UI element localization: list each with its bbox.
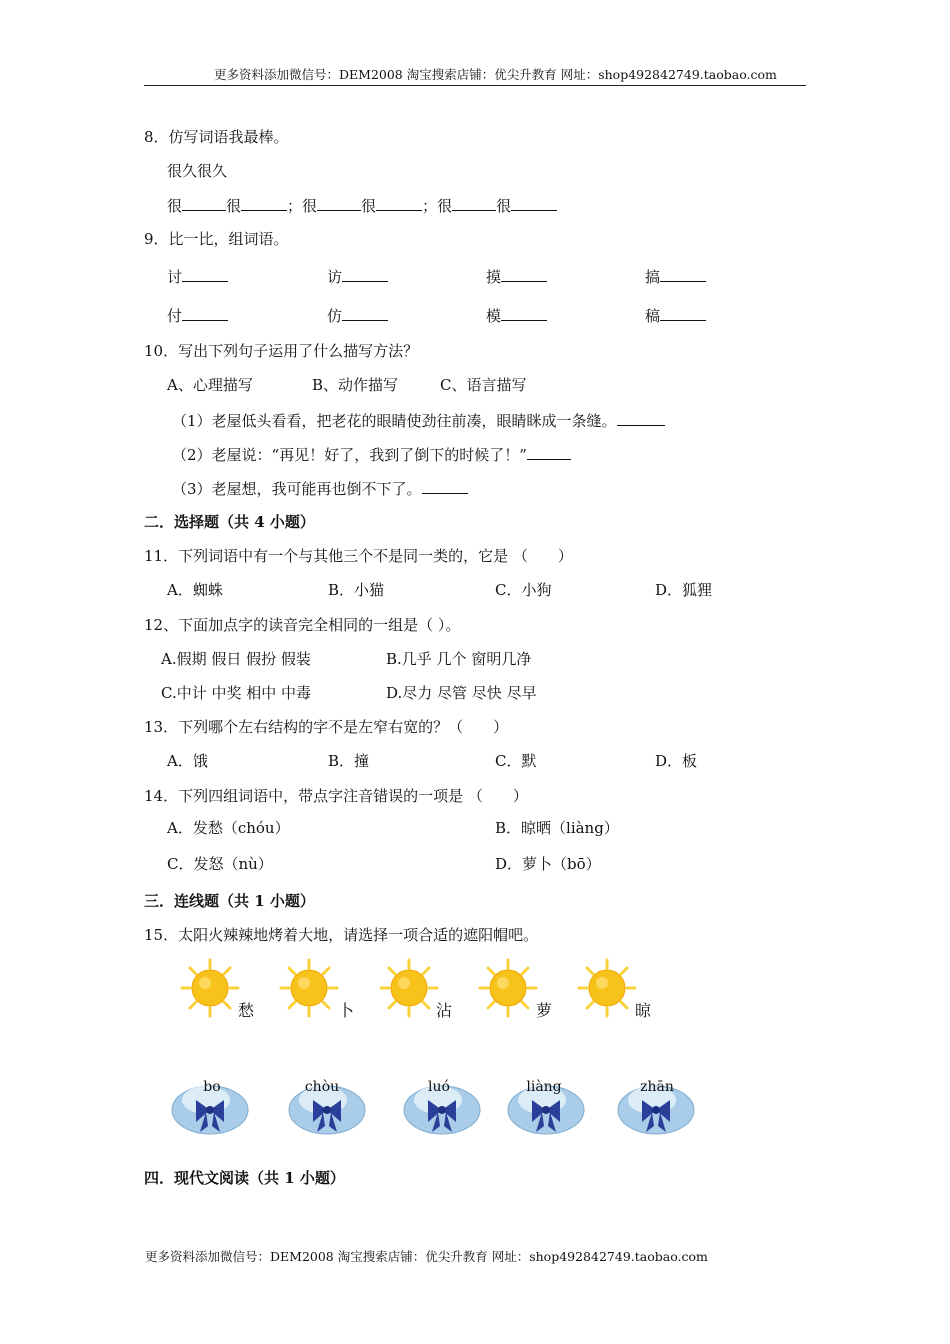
hat-pinyin: luó bbox=[428, 1079, 450, 1095]
page-header: 更多资料添加微信号：DEM2008 淘宝搜索店铺：优尖升教育 网址：shop492842749.taobao.com bbox=[214, 67, 777, 82]
q8-char: ；很 bbox=[287, 197, 318, 215]
q10-option-b: B、动作描写 bbox=[312, 376, 399, 394]
sun-char: 萝 bbox=[536, 1001, 553, 1020]
q11-option-d[interactable]: D．狐狸 bbox=[655, 581, 713, 599]
q8-char: 很 bbox=[167, 197, 183, 215]
q13-option-b[interactable]: B．撞 bbox=[328, 752, 370, 770]
section-2-title: 二．选择题（共 4 小题） bbox=[144, 513, 315, 531]
q9-blank[interactable] bbox=[501, 266, 547, 282]
q13-option-c[interactable]: C．默 bbox=[495, 752, 537, 770]
header-rule bbox=[144, 85, 806, 86]
q8-blank[interactable] bbox=[511, 195, 557, 211]
q9-blank[interactable] bbox=[501, 305, 547, 321]
q8-blank[interactable] bbox=[452, 195, 496, 211]
q9-blank[interactable] bbox=[342, 266, 388, 282]
q12-option-b[interactable]: B.几乎 几个 窗明几净 bbox=[386, 650, 532, 668]
q8-pattern bbox=[167, 195, 557, 216]
q10-sentence-2 bbox=[172, 444, 571, 465]
hat-pinyin: liàng bbox=[526, 1079, 562, 1095]
q13-option-a[interactable]: A．饿 bbox=[167, 752, 208, 770]
q9-title: 9．比一比，组词语。 bbox=[144, 230, 289, 248]
q9-char: 模 bbox=[486, 307, 502, 325]
q10-title: 10．写出下列句子运用了什么描写方法？ bbox=[144, 342, 419, 360]
q9-char: 访 bbox=[327, 268, 343, 286]
q9-item bbox=[167, 305, 228, 326]
q10-answer-blank[interactable] bbox=[617, 410, 665, 426]
q10-sentence-1 bbox=[172, 410, 665, 431]
q9-char: 摸 bbox=[486, 268, 502, 286]
q8-char: 很 bbox=[496, 197, 512, 215]
q8-char: ；很 bbox=[422, 197, 453, 215]
q9-char: 讨 bbox=[167, 268, 183, 286]
hat-pinyin: chòu bbox=[304, 1079, 340, 1095]
q12-option-d[interactable]: D.尽力 尽管 尽快 尽早 bbox=[386, 684, 537, 702]
q10-answer-blank[interactable] bbox=[527, 444, 571, 460]
q9-char: 仿 bbox=[327, 307, 343, 325]
sun-icon[interactable] bbox=[379, 958, 439, 1018]
page-footer: 更多资料添加微信号：DEM2008 淘宝搜索店铺：优尖升教育 网址：shop492842749.taobao.com bbox=[145, 1249, 708, 1264]
q13-title: 13．下列哪个左右结构的字不是左窄右宽的？（ ） bbox=[144, 718, 509, 736]
q9-char: 稿 bbox=[645, 307, 661, 325]
hat-pinyin: zhān bbox=[640, 1079, 674, 1095]
q12-option-a[interactable]: A.假期 假日 假扮 假装 bbox=[161, 650, 311, 668]
q9-item bbox=[327, 266, 388, 287]
sun-char: 晾 bbox=[635, 1001, 652, 1020]
q8-example: 很久很久 bbox=[167, 162, 228, 180]
sun-char: 卜 bbox=[338, 1001, 355, 1020]
q9-blank[interactable] bbox=[182, 305, 228, 321]
q9-blank[interactable] bbox=[182, 266, 228, 282]
q10-option-a: A、心理描写 bbox=[167, 376, 253, 394]
q11-title: 11．下列词语中有一个与其他三个不是同一类的，它是 （ ） bbox=[144, 547, 573, 565]
q8-blank[interactable] bbox=[182, 195, 226, 211]
sun-icon[interactable] bbox=[577, 958, 637, 1018]
q14-option-d[interactable]: D．萝卜（bō） bbox=[495, 855, 601, 873]
q10-sentence-text: （3）老屋想，我可能再也倒不下了。 bbox=[172, 480, 422, 498]
q9-item bbox=[486, 266, 547, 287]
q9-char: 搞 bbox=[645, 268, 661, 286]
q10-sentence-text: （2）老屋说：“再见！好了，我到了倒下的时候了！” bbox=[172, 446, 527, 464]
q11-option-a[interactable]: A．蜘蛛 bbox=[167, 581, 223, 599]
q9-char: 付 bbox=[167, 307, 183, 325]
q9-item bbox=[645, 266, 706, 287]
sun-icon[interactable] bbox=[279, 958, 339, 1018]
q9-blank[interactable] bbox=[342, 305, 388, 321]
q14-title: 14．下列四组词语中，带点字注音错误的一项是 （ ） bbox=[144, 787, 528, 805]
sun-icon[interactable] bbox=[180, 958, 240, 1018]
q8-char: 很 bbox=[361, 197, 377, 215]
q14-option-a[interactable]: A．发愁（chóu） bbox=[167, 819, 290, 837]
q10-sentence-text: （1）老屋低头看看，把老花的眼睛使劲往前凑，眼睛眯成一条缝。 bbox=[172, 412, 617, 430]
q9-item bbox=[327, 305, 388, 326]
section-4-title: 四．现代文阅读（共 1 小题） bbox=[144, 1169, 345, 1187]
q9-item bbox=[167, 266, 228, 287]
q12-title: 12、下面加点字的读音完全相同的一组是（ ）。 bbox=[144, 616, 461, 634]
q8-blank[interactable] bbox=[317, 195, 361, 211]
q10-answer-blank[interactable] bbox=[422, 478, 468, 494]
q14-option-c[interactable]: C．发怒（nù） bbox=[167, 855, 273, 873]
q11-option-b[interactable]: B．小猫 bbox=[328, 581, 385, 599]
q12-option-c[interactable]: C.中计 中奖 相中 中毒 bbox=[161, 684, 312, 702]
section-3-title: 三．连线题（共 1 小题） bbox=[144, 892, 315, 910]
q8-title: 8．仿写词语我最棒。 bbox=[144, 128, 289, 146]
q10-option-c: C、语言描写 bbox=[440, 376, 527, 394]
sun-char: 沾 bbox=[436, 1001, 453, 1020]
q8-char: 很 bbox=[226, 197, 242, 215]
q13-option-d[interactable]: D．板 bbox=[655, 752, 698, 770]
sun-char: 愁 bbox=[238, 1001, 255, 1020]
q8-blank[interactable] bbox=[241, 195, 287, 211]
q15-title: 15．太阳火辣辣地烤着大地，请选择一项合适的遮阳帽吧。 bbox=[144, 926, 539, 944]
sun-icon[interactable] bbox=[478, 958, 538, 1018]
q8-blank[interactable] bbox=[376, 195, 422, 211]
q9-blank[interactable] bbox=[660, 305, 706, 321]
q9-item bbox=[486, 305, 547, 326]
q11-option-c[interactable]: C．小狗 bbox=[495, 581, 552, 599]
q14-option-b[interactable]: B．晾晒（liàng） bbox=[495, 819, 619, 837]
hat-pinyin: bo bbox=[203, 1079, 221, 1095]
q10-sentence-3 bbox=[172, 478, 468, 499]
q9-blank[interactable] bbox=[660, 266, 706, 282]
q9-item bbox=[645, 305, 706, 326]
